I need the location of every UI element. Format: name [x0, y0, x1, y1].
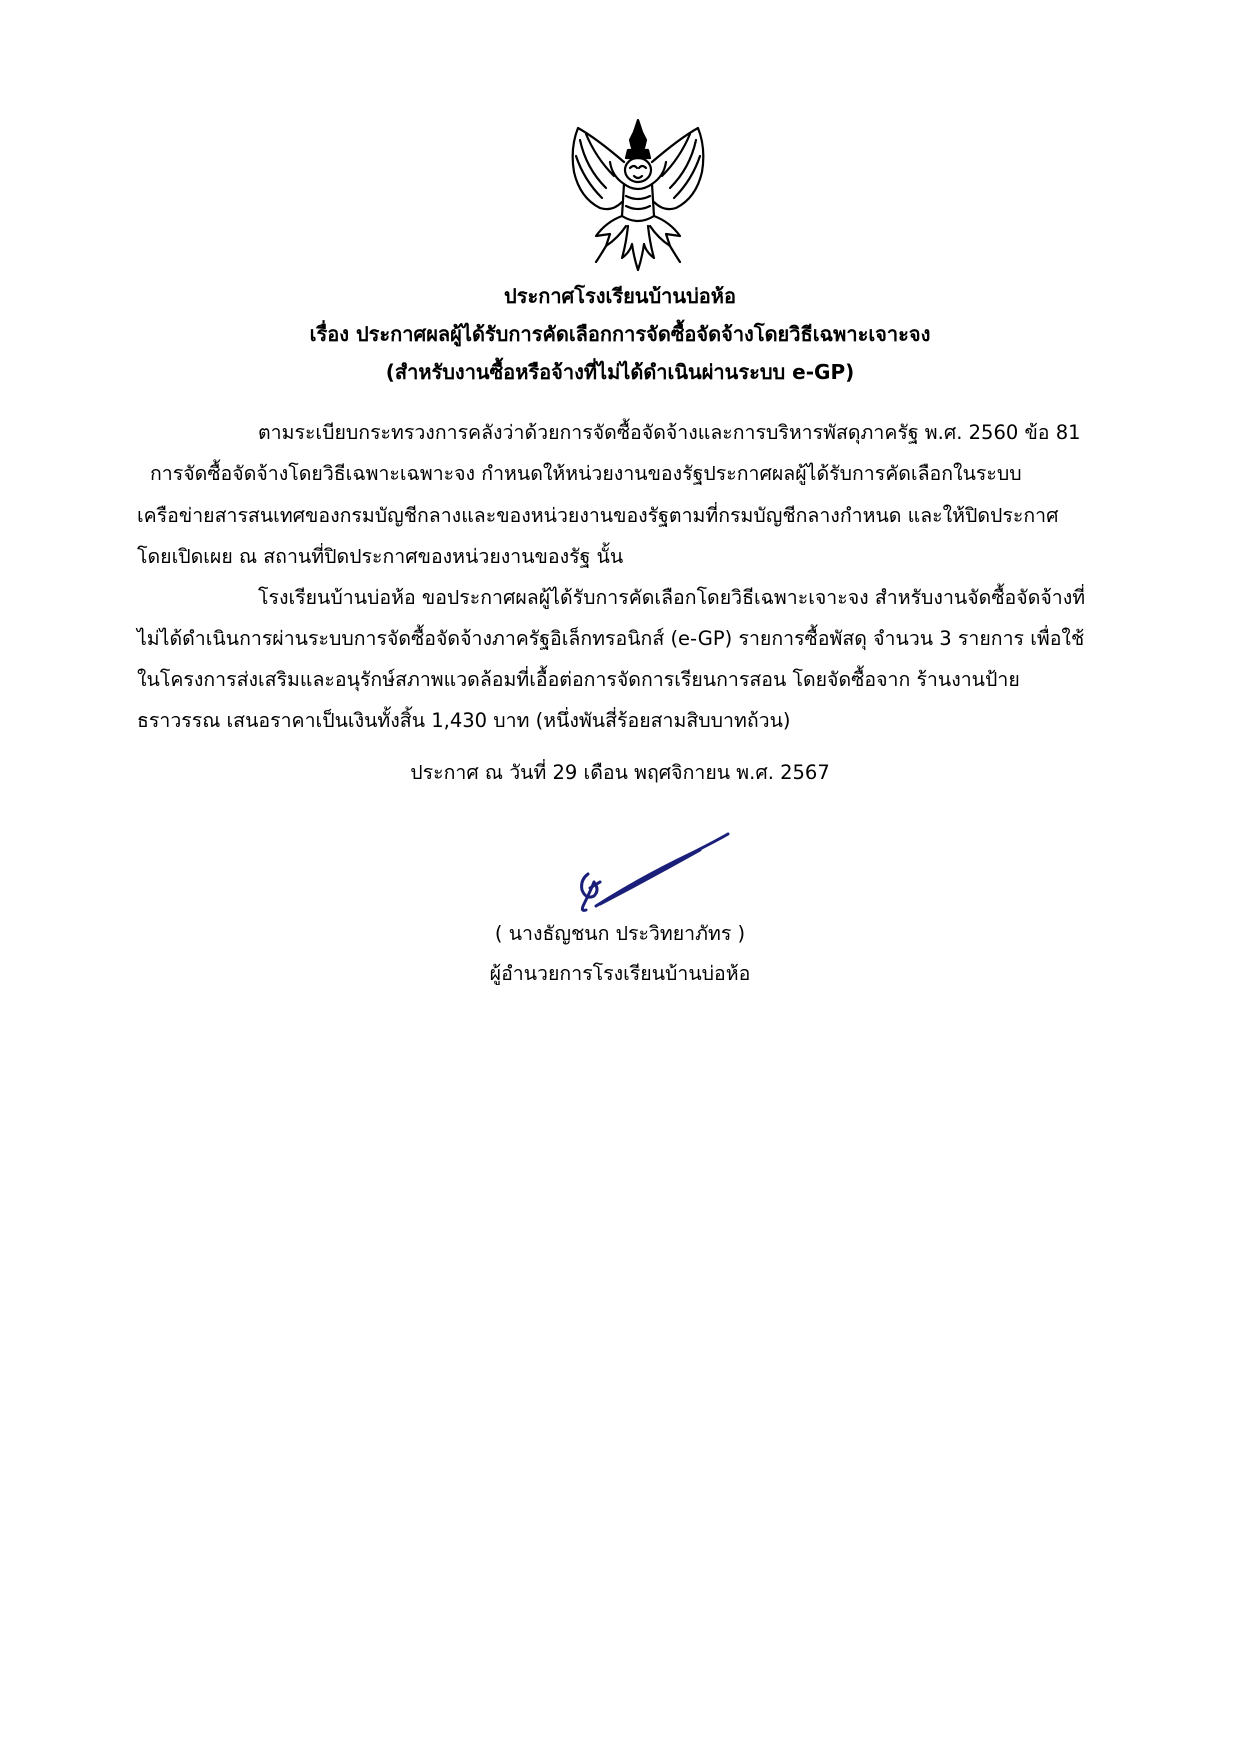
- announcement-title: ประกาศโรงเรียนบ้านบ่อห้อ: [504, 284, 736, 308]
- body-line: การจัดซื้อจัดจ้างโดยวิธีเฉพาะเฉพาะจง กำหนดให้หน่วยงานของรัฐประกาศผลผู้ได้รับการคัดเลือกในระบบ: [150, 462, 1022, 485]
- signature: [560, 818, 740, 918]
- body-line: โดยเปิดเผย ณ สถานที่ปิดประกาศของหน่วยงานของรัฐ นั้น: [137, 545, 624, 568]
- garuda-emblem-icon: [566, 118, 710, 272]
- announcement-note: (สำหรับงานซื้อหรือจ้างที่ไม่ได้ดำเนินผ่านระบบ e-GP): [385, 360, 855, 384]
- body-line: ตามระเบียบกระทรวงการคลังว่าด้วยการจัดซื้อจัดจ้างและการบริหารพัสดุภาครัฐ พ.ศ. 2560 ข้อ 81: [258, 421, 1081, 444]
- body-line: ธราวรรณ เสนอราคาเป็นเงินทั้งสิ้น 1,430 บาท (หนึ่งพันสี่ร้อยสามสิบบาทถ้วน): [137, 709, 791, 732]
- body-line: โรงเรียนบ้านบ่อห้อ ขอประกาศผลผู้ได้รับการคัดเลือกโดยวิธีเฉพาะเจาะจง สำหรับงานจัดซื้อจัดจ้างที่: [258, 586, 1086, 609]
- body-line: ไม่ได้ดำเนินการผ่านระบบการจัดซื้อจัดจ้างภาครัฐอิเล็กทรอนิกส์ (e-GP) รายการซื้อพัสดุ จำนวน 3 รายการ เพื่อใช้: [137, 627, 1085, 650]
- body-line: เครือข่ายสารสนเทศของกรมบัญชีกลางและของหน่วยงานของรัฐตามที่กรมบัญชีกลางกำหนด และให้ปิดประกาศ: [137, 504, 1059, 527]
- announcement-subject: เรื่อง ประกาศผลผู้ได้รับการคัดเลือกการจัดซื้อจัดจ้างโดยวิธีเฉพาะเจาะจง: [309, 322, 931, 346]
- announcement-date: ประกาศ ณ วันที่ 29 เดือน พฤศจิกายน พ.ศ. 2567: [410, 761, 830, 784]
- body-line: ในโครงการส่งเสริมและอนุรักษ์สภาพแวดล้อมที่เอื้อต่อการจัดการเรียนการสอน โดยจัดซื้อจาก ร้านงานป้าย: [137, 668, 1020, 691]
- signer-name: ( นางธัญชนก ประวิทยาภัทร ): [494, 922, 746, 945]
- signer-position: ผู้อำนวยการโรงเรียนบ้านบ่อห้อ: [489, 962, 751, 985]
